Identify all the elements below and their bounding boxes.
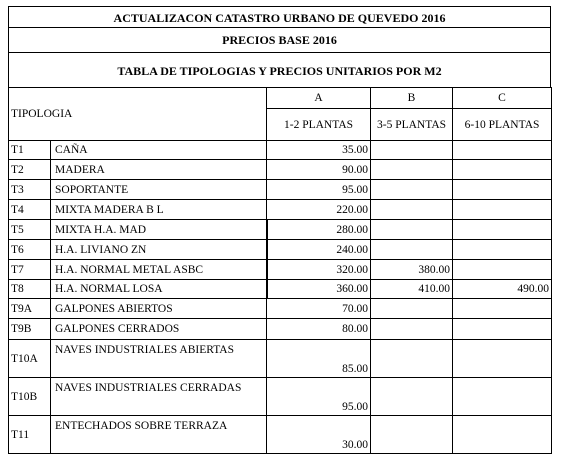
row-code: T10A [9, 340, 51, 378]
row-value-b: 380.00 [371, 260, 453, 280]
table-row [9, 141, 552, 160]
column-a-subheader: 1-2 PLANTAS [267, 109, 371, 141]
row-value-a: 90.00 [267, 160, 371, 180]
row-name: GALPONES CERRADOS [51, 319, 267, 340]
table-row [9, 340, 552, 378]
row-value-a: 35.00 [267, 141, 371, 160]
row-value-b [371, 378, 453, 416]
row-value-c [453, 319, 552, 340]
row-code: T9A [9, 299, 51, 319]
table-title: TABLA DE TIPOLOGIAS Y PRECIOS UNITARIOS POR M2 [8, 52, 551, 88]
row-name: ENTECHADOS SOBRE TERRAZA [51, 416, 267, 454]
row-value-a: 95.00 [267, 180, 371, 200]
row-name: NAVES INDUSTRIALES CERRADAS [51, 378, 267, 416]
table-row [9, 220, 552, 240]
tipologia-header: TIPOLOGIA [9, 88, 267, 141]
row-code: T10B [9, 378, 51, 416]
row-value-b [371, 319, 453, 340]
row-value-b [371, 299, 453, 319]
row-value-c [453, 340, 552, 378]
row-code: T2 [9, 160, 51, 180]
row-value-a: 70.00 [267, 299, 371, 319]
table-row [9, 378, 552, 416]
row-name: MIXTA MADERA B L [51, 200, 267, 220]
column-c-header: C [453, 88, 552, 109]
table-row [9, 200, 552, 220]
row-code: T3 [9, 180, 51, 200]
row-code: T11 [9, 416, 51, 454]
row-value-a: 30.00 [267, 416, 371, 454]
tipologia-price-table [8, 87, 552, 454]
table-row [9, 160, 552, 180]
row-name: H.A. NORMAL METAL ASBC [51, 260, 267, 280]
row-value-a: 320.00 [267, 260, 371, 280]
row-value-c [453, 160, 552, 180]
table-row [9, 416, 552, 454]
row-value-c [453, 200, 552, 220]
row-name: SOPORTANTE [51, 180, 267, 200]
row-value-b [371, 180, 453, 200]
row-value-a: 95.00 [267, 378, 371, 416]
row-value-b [371, 200, 453, 220]
row-value-b [371, 240, 453, 260]
row-name: CAÑA [51, 141, 267, 160]
document-subtitle: PRECIOS BASE 2016 [8, 27, 551, 53]
row-value-b [371, 220, 453, 240]
row-value-c [453, 378, 552, 416]
row-value-c [453, 416, 552, 454]
row-value-c [453, 260, 552, 280]
row-name: H.A. NORMAL LOSA [51, 280, 267, 299]
table-row [9, 240, 552, 260]
table-body [9, 141, 552, 454]
row-value-b [371, 160, 453, 180]
row-value-a: 280.00 [267, 220, 371, 240]
row-name: MADERA [51, 160, 267, 180]
table-row [9, 180, 552, 200]
row-code: T9B [9, 319, 51, 340]
row-value-c [453, 180, 552, 200]
row-code: T4 [9, 200, 51, 220]
row-value-b: 410.00 [371, 280, 453, 299]
row-value-c [453, 220, 552, 240]
row-value-b [371, 416, 453, 454]
row-name: H.A. LIVIANO ZN [51, 240, 267, 260]
row-code: T1 [9, 141, 51, 160]
row-value-c: 490.00 [453, 280, 552, 299]
row-code: T8 [9, 280, 51, 299]
row-value-a: 360.00 [267, 280, 371, 299]
row-value-a: 80.00 [267, 319, 371, 340]
row-code: T6 [9, 240, 51, 260]
table-row [9, 299, 552, 319]
column-a-header: A [267, 88, 371, 109]
row-value-a: 220.00 [267, 200, 371, 220]
row-code: T5 [9, 220, 51, 240]
row-value-a: 240.00 [267, 240, 371, 260]
row-value-a: 85.00 [267, 340, 371, 378]
table-row [9, 280, 552, 299]
row-value-c [453, 240, 552, 260]
row-value-b [371, 141, 453, 160]
row-value-c [453, 299, 552, 319]
row-name: NAVES INDUSTRIALES ABIERTAS [51, 340, 267, 378]
column-b-subheader: 3-5 PLANTAS [371, 109, 453, 141]
row-code: T7 [9, 260, 51, 280]
column-b-header: B [371, 88, 453, 109]
table-row [9, 260, 552, 280]
row-value-c [453, 141, 552, 160]
column-c-subheader: 6-10 PLANTAS [453, 109, 552, 141]
row-name: MIXTA H.A. MAD [51, 220, 267, 240]
row-value-b [371, 340, 453, 378]
price-table-sheet [8, 6, 551, 451]
row-name: GALPONES ABIERTOS [51, 299, 267, 319]
document-title: ACTUALIZACON CATASTRO URBANO DE QUEVEDO 2016 [8, 6, 551, 28]
table-row [9, 319, 552, 340]
